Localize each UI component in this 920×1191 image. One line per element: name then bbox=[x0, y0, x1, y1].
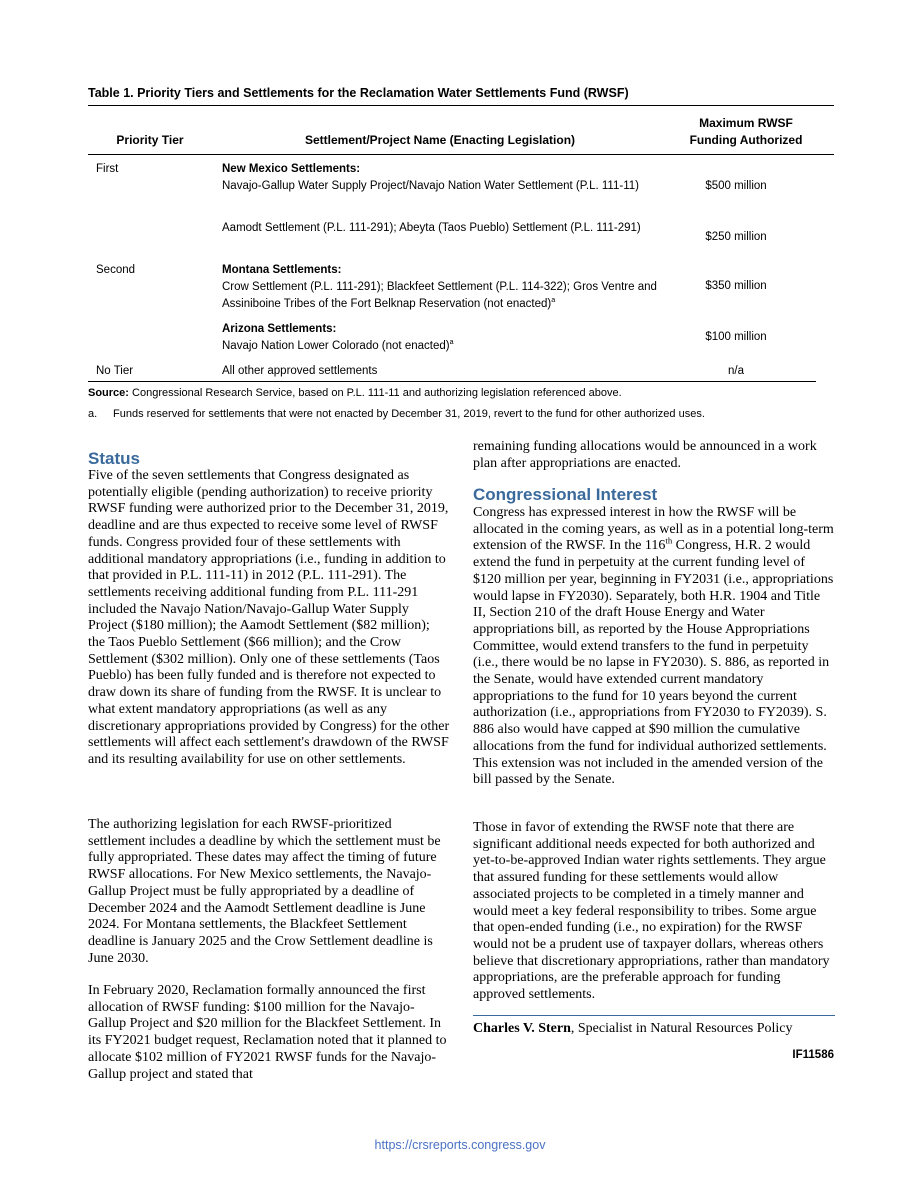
table-note bbox=[88, 408, 705, 420]
row-tier: No Tier bbox=[96, 365, 134, 377]
table-top-rule bbox=[88, 105, 834, 106]
footnote-marker: a bbox=[449, 338, 454, 347]
settlement-group: Montana Settlements: bbox=[222, 264, 342, 276]
table-header-rule bbox=[88, 154, 834, 155]
status-heading: Status bbox=[88, 449, 140, 468]
note-text: Funds reserved for settlements that were not enacted by December 31, 2019, revert to the fund for other authorized uses. bbox=[113, 408, 705, 420]
note-letter: a. bbox=[88, 408, 98, 420]
footer-link[interactable]: https://crsreports.congress.gov bbox=[374, 1138, 546, 1152]
row-funding: $350 million bbox=[705, 280, 767, 292]
byline-rule bbox=[473, 1015, 835, 1016]
header-priority-tier: Priority Tier bbox=[116, 133, 184, 147]
table-bottom-rule bbox=[88, 381, 816, 382]
ordinal-suffix: th bbox=[665, 535, 673, 546]
interest-paragraph-2: Those in favor of extending the RWSF note that there are significant additional needs expected for both authorized and yet-to-be-approved Indian water rights settlements. They argue that assured funding for these settlements would allow associated projects to be completed in a timely manner and would meet a key federal responsibility to tribes. Some argue that open-ended funding (i.e., no expiration) for the RWSF would not be a prudent use of taxpayer dollars, whereas others believe that discretionary appropriations, rather than mandatory appropriations, are the preferable approach for funding approved settlements. bbox=[473, 820, 830, 1003]
header-settlement: Settlement/Project Name (Enacting Legislation) bbox=[304, 133, 576, 147]
row-tier: Second bbox=[96, 264, 136, 276]
row-settlement bbox=[222, 363, 652, 380]
row-funding: n/a bbox=[728, 365, 744, 377]
header-funding-line2: Funding Authorized bbox=[689, 133, 803, 147]
interest-p1-rest: Congress, H.R. 2 would extend the fund in perpetuity at the current funding level of $120 million per year, beginning in FY2031 (i.e., appropriations would lapse in FY2030). Separately, both H.R. 1904 and Title II, Section 210 of the draft House Energy and Water appropriations bill, as reported by the House Appropriations Committee, would extend transfers to the fund in perpetuity (i.e., there would be no lapse in FY2030). S. 886, as reported in the Senate, would have extended current mandatory appropriations to the fund for 10 years beyond the current authorization (i.e., appropriations from FY2030 to FY2039). S. 886 also would have capped at $90 million the cumulative allocations from the fund for individual authorized settlements. This extension was not included in the amended version of the bill passed by the Senate. bbox=[473, 538, 834, 788]
congressional-interest-heading: Congressional Interest bbox=[473, 485, 658, 504]
row-settlement bbox=[222, 321, 652, 355]
settlement-text: Aamodt Settlement (P.L. 111-291); Abeyta (Taos Pueblo) Settlement (P.L. 111-291) bbox=[222, 222, 641, 234]
status-paragraph-2: The authorizing legislation for each RWSF-prioritized settlement includes a deadline by which the settlement must be fully appropriated. These dates may affect the timing of future RWSF allocations. For New Mexico settlements, the Navajo-Gallup Project must be fully appropriated by a deadline of December 2024 and the Aamodt Settlement deadline is June 2024. For Montana settlements, the Blackfeet Settlement deadline is January 2025 and the Crow Settlement deadline is June 2030. bbox=[88, 817, 441, 966]
row-funding: $250 million bbox=[705, 231, 767, 243]
settlement-text: Navajo Nation Lower Colorado (not enacted) bbox=[222, 340, 450, 352]
header-funding-line1: Maximum RWSF bbox=[699, 116, 793, 130]
row-settlement bbox=[222, 262, 658, 313]
footnote-marker: a bbox=[551, 296, 556, 305]
row-settlement bbox=[222, 220, 652, 237]
table-source bbox=[88, 387, 622, 399]
author-role: , Specialist in Natural Resources Policy bbox=[570, 1021, 793, 1036]
row-settlement bbox=[222, 161, 652, 195]
source-label: Source: bbox=[88, 387, 129, 399]
settlement-group: New Mexico Settlements: bbox=[222, 163, 361, 175]
row-funding: $100 million bbox=[705, 331, 767, 343]
report-code: IF11586 bbox=[792, 1049, 834, 1061]
settlement-group: Arizona Settlements: bbox=[222, 323, 337, 335]
settlement-text: All other approved settlements bbox=[222, 365, 378, 377]
status-paragraph-3-continued: remaining funding allocations would be announced in a work plan after appropriations are enacted. bbox=[473, 439, 817, 471]
status-paragraph-1: Five of the seven settlements that Congress designated as potentially eligible (pending authorization) to receive priority RWSF funding were authorized prior to the December 31, 2019, deadline and are thus expected to receive some level of RWSF funds. Congress provided four of these settlements with additional mandatory appropriations (i.e., funding in addition to that provided in P.L. 111-11) in 2012 (P.L. 111-291). The settlements receiving additional funding from P.L. 111-291 included the Navajo Nation/Navajo-Gallup Water Supply Project ($180 million); the Aamodt Settlement ($82 million); the Taos Pueblo Settlement ($66 million); and the Crow Settlement ($302 million). Only one of these settlements (Taos Pueblo) has been fully funded and is therefore not expected to draw down its share of funding from the RWSF. It is unclear to what extent mandatory appropriations (as well as any discretionary appropriations provided by Congress) for the other settlements will affect each settlement's drawdown of the RWSF and its resulting availability for use on other settlements. bbox=[88, 468, 450, 767]
byline bbox=[473, 1021, 793, 1037]
table-title: Table 1. Priority Tiers and Settlements for the Reclamation Water Settlements Fund (RWSF) bbox=[88, 86, 629, 100]
interest-p1-start: Congress has expressed interest in how the RWSF will be allocated in the coming years, as well as in a potential long-term extension of the RWSF. In the 116 bbox=[473, 505, 834, 554]
row-tier: First bbox=[96, 163, 119, 175]
status-paragraph-3: In February 2020, Reclamation formally announced the first allocation of RWSF funding: $100 million for the Navajo-Gallup Project and $20 million for the Blackfeet Settlement. In its FY2021 budget request, Reclamation noted that it planned to allocate $102 million of FY2021 RWSF funds for the Navajo-Gallup project and stated that bbox=[88, 983, 447, 1082]
source-text: Congressional Research Service, based on P.L. 111-11 and authorizing legislation referenced above. bbox=[132, 387, 622, 399]
settlement-text: Crow Settlement (P.L. 111-291); Blackfeet Settlement (P.L. 114-322); Gros Ventre and Assiniboine Tribes of the Fort Belknap Reservation (not enacted) bbox=[222, 281, 657, 310]
interest-paragraph-1 bbox=[473, 505, 835, 789]
settlement-text: Navajo-Gallup Water Supply Project/Navajo Nation Water Settlement (P.L. 111-11) bbox=[222, 180, 639, 192]
row-funding: $500 million bbox=[705, 180, 767, 192]
author-name: Charles V. Stern bbox=[473, 1021, 571, 1036]
